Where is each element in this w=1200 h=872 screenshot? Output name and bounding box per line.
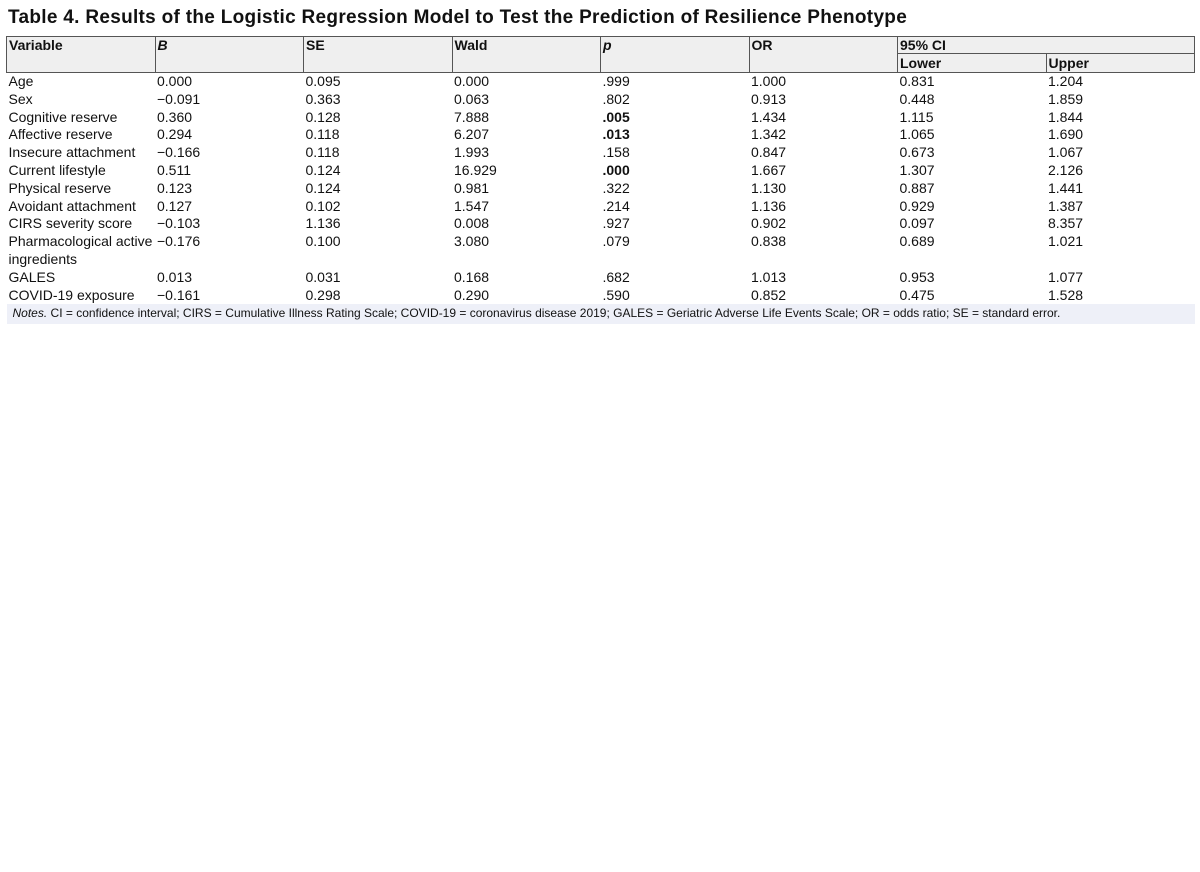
cell-b: 0.013 bbox=[157, 268, 193, 285]
cell-p: .927 bbox=[602, 215, 630, 232]
cell-variable: Avoidant attachment bbox=[8, 197, 136, 214]
table-row bbox=[7, 180, 1195, 198]
cell-or: 0.852 bbox=[751, 286, 787, 303]
cell-lower: 0.689 bbox=[899, 233, 935, 250]
cell-p: .322 bbox=[602, 179, 630, 196]
table-row bbox=[7, 162, 1195, 180]
notes-row bbox=[7, 304, 1195, 324]
cell-upper: 8.357 bbox=[1048, 215, 1084, 232]
cell-upper: 1.067 bbox=[1048, 144, 1084, 161]
cell-upper: 1.690 bbox=[1048, 126, 1084, 143]
cell-p: .005 bbox=[602, 108, 630, 125]
cell-upper: 2.126 bbox=[1048, 161, 1084, 178]
cell-b: 0.127 bbox=[157, 197, 193, 214]
cell-se: 0.102 bbox=[305, 197, 341, 214]
results-table bbox=[6, 36, 1195, 324]
cell-or: 1.130 bbox=[751, 179, 787, 196]
table-row bbox=[7, 109, 1195, 127]
cell-upper: 1.387 bbox=[1048, 197, 1084, 214]
cell-lower: 0.887 bbox=[899, 179, 935, 196]
cell-se: 1.136 bbox=[305, 215, 341, 232]
cell-se: 0.128 bbox=[305, 108, 341, 125]
header-upper: Upper bbox=[1046, 54, 1195, 73]
cell-wald: 0.981 bbox=[454, 179, 490, 196]
cell-b: −0.166 bbox=[157, 144, 201, 161]
cell-wald: 0.290 bbox=[454, 286, 490, 303]
cell-lower: 0.448 bbox=[899, 90, 935, 107]
table-row bbox=[7, 73, 1195, 91]
cell-or: 1.667 bbox=[751, 161, 787, 178]
cell-lower: 0.831 bbox=[899, 73, 935, 89]
header-lower: Lower bbox=[898, 54, 1047, 73]
cell-b: 0.000 bbox=[157, 73, 193, 89]
cell-or: 1.434 bbox=[751, 108, 787, 125]
cell-lower: 0.097 bbox=[899, 215, 935, 232]
cell-variable: Affective reserve bbox=[8, 126, 113, 143]
cell-b: 0.360 bbox=[157, 108, 193, 125]
cell-se: 0.298 bbox=[305, 286, 341, 303]
notes-text: CI = confidence interval; CIRS = Cumulative Illness Rating Scale; COVID-19 = coronavirus disease 2019; GALES = Geriatric Adverse Life Events Scale; OR = odds ratio; SE = standard error. bbox=[47, 306, 1061, 321]
cell-lower: 1.307 bbox=[899, 161, 935, 178]
cell-upper: 1.204 bbox=[1048, 73, 1084, 89]
cell-upper: 1.441 bbox=[1048, 179, 1084, 196]
cell-wald: 0.168 bbox=[454, 268, 490, 285]
cell-lower: 0.475 bbox=[899, 286, 935, 303]
cell-p: .682 bbox=[602, 268, 630, 285]
cell-b: −0.103 bbox=[157, 215, 201, 232]
cell-variable: COVID-19 exposure bbox=[8, 286, 135, 303]
cell-wald: 7.888 bbox=[454, 108, 490, 125]
cell-wald: 3.080 bbox=[454, 233, 490, 250]
notes-label: Notes. bbox=[12, 306, 48, 321]
table-notes bbox=[7, 304, 1195, 324]
cell-se: 0.095 bbox=[305, 73, 341, 89]
header-ci: 95% CI bbox=[898, 37, 1195, 54]
cell-se: 0.100 bbox=[305, 233, 341, 250]
cell-se: 0.124 bbox=[305, 179, 341, 196]
cell-or: 0.913 bbox=[751, 90, 787, 107]
cell-p: .590 bbox=[602, 286, 630, 303]
cell-or: 1.136 bbox=[751, 197, 787, 214]
header-se: SE bbox=[304, 37, 453, 73]
cell-upper: 1.077 bbox=[1048, 268, 1084, 285]
cell-or: 1.000 bbox=[751, 73, 787, 89]
cell-se: 0.118 bbox=[305, 144, 340, 161]
cell-upper: 1.844 bbox=[1048, 108, 1084, 125]
cell-b: −0.176 bbox=[157, 233, 201, 250]
cell-p: .214 bbox=[602, 197, 630, 214]
cell-or: 1.342 bbox=[751, 126, 787, 143]
cell-se: 0.124 bbox=[305, 161, 341, 178]
cell-variable: Sex bbox=[8, 90, 33, 107]
cell-variable: Age bbox=[8, 73, 34, 89]
cell-b: −0.091 bbox=[157, 90, 201, 107]
table-row bbox=[7, 233, 1195, 269]
cell-wald: 0.063 bbox=[454, 90, 490, 107]
cell-variable: Physical reserve bbox=[8, 179, 112, 196]
cell-upper: 1.528 bbox=[1048, 286, 1084, 303]
cell-variable: CIRS severity score bbox=[8, 215, 133, 232]
cell-variable: Insecure attachment bbox=[8, 144, 136, 161]
cell-b: 0.123 bbox=[157, 179, 193, 196]
cell-se: 0.363 bbox=[305, 90, 341, 107]
cell-wald: 0.008 bbox=[454, 215, 490, 232]
cell-or: 0.902 bbox=[751, 215, 787, 232]
cell-wald: 16.929 bbox=[454, 161, 497, 178]
cell-lower: 0.953 bbox=[899, 268, 935, 285]
cell-variable: Pharmacological active ingredients bbox=[8, 233, 153, 267]
cell-variable: Cognitive reserve bbox=[8, 108, 118, 125]
cell-upper: 1.021 bbox=[1048, 233, 1084, 250]
cell-p: .999 bbox=[602, 73, 630, 89]
cell-variable: GALES bbox=[8, 268, 56, 285]
table-row bbox=[7, 287, 1195, 305]
table-row bbox=[7, 144, 1195, 162]
cell-b: 0.294 bbox=[157, 126, 193, 143]
cell-p: .000 bbox=[602, 161, 630, 178]
cell-p: .079 bbox=[602, 233, 630, 250]
cell-or: 0.838 bbox=[751, 233, 787, 250]
cell-lower: 1.115 bbox=[899, 108, 934, 125]
cell-wald: 6.207 bbox=[454, 126, 490, 143]
cell-b: −0.161 bbox=[157, 286, 201, 303]
cell-lower: 0.673 bbox=[899, 144, 935, 161]
cell-or: 1.013 bbox=[751, 268, 787, 285]
table-row bbox=[7, 198, 1195, 216]
header-variable: Variable bbox=[7, 37, 156, 73]
table-row bbox=[7, 215, 1195, 233]
cell-wald: 0.000 bbox=[454, 73, 490, 89]
table-row bbox=[7, 269, 1195, 287]
table-row bbox=[7, 91, 1195, 109]
table-row bbox=[7, 126, 1195, 144]
cell-or: 0.847 bbox=[751, 144, 787, 161]
cell-lower: 1.065 bbox=[899, 126, 935, 143]
cell-wald: 1.547 bbox=[454, 197, 490, 214]
cell-upper: 1.859 bbox=[1048, 90, 1084, 107]
cell-wald: 1.993 bbox=[454, 144, 490, 161]
cell-p: .013 bbox=[602, 126, 630, 143]
cell-lower: 0.929 bbox=[899, 197, 935, 214]
header-p: p bbox=[601, 37, 750, 73]
header-or: OR bbox=[749, 37, 898, 73]
cell-p: .802 bbox=[602, 90, 630, 107]
header-wald: Wald bbox=[452, 37, 601, 73]
cell-variable: Current lifestyle bbox=[8, 161, 106, 178]
table-title: Table 4. Results of the Logistic Regression Model to Test the Prediction of Resilience Phenotype bbox=[8, 7, 908, 28]
header-b: B bbox=[155, 37, 304, 73]
cell-se: 0.118 bbox=[305, 126, 340, 143]
cell-p: .158 bbox=[602, 144, 630, 161]
cell-se: 0.031 bbox=[305, 268, 341, 285]
cell-b: 0.511 bbox=[157, 161, 191, 178]
